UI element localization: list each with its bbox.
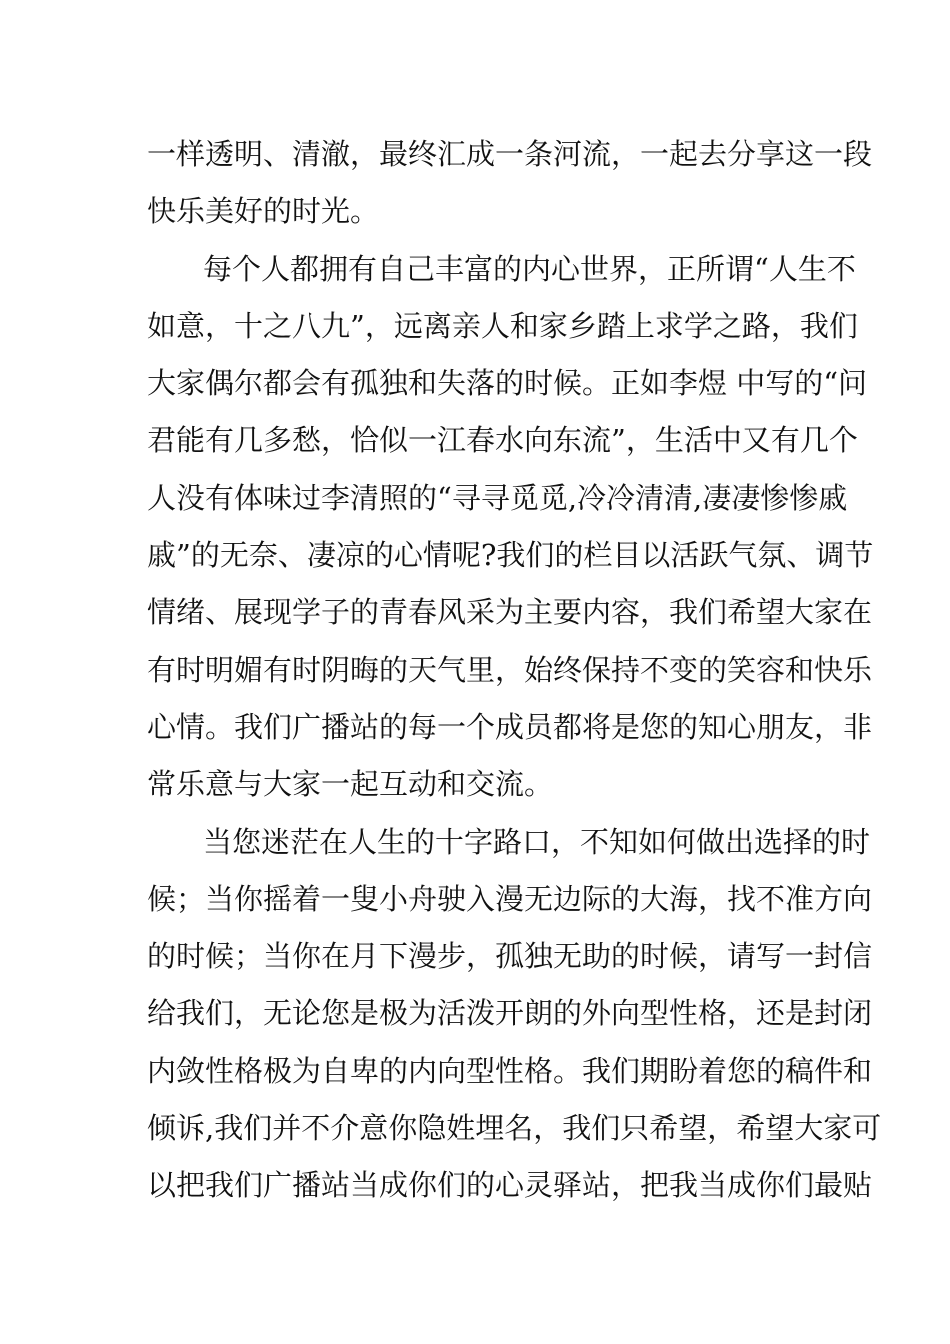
text-line: 一样透明、清澈，最终汇成一条河流，一起去分享这一段 — [147, 137, 873, 171]
text-line: 情绪、展现学子的青春风采为主要内容，我们希望大家在 — [147, 595, 873, 630]
text-line: 如意，十之八九”，远离亲人和家乡踏上求学之路，我们 — [147, 308, 858, 343]
text-line: 内敛性格极为自卑的内向型性格。我们期盼着您的稿件和 — [147, 1053, 873, 1088]
paragraph-first-line: 每个人都拥有自己丰富的内心世界，正所谓“人生不 — [203, 251, 856, 286]
text-line: 大家偶尔都会有孤独和失落的时候。正如李煜 中写的“问 — [147, 366, 868, 401]
text-line: 君能有几多愁，恰似一江春水向东流”，生活中又有几个 — [147, 423, 858, 458]
text-line: 心情。我们广播站的每一个成员都将是您的知心朋友，非 — [147, 709, 873, 744]
text-line: 给我们，无论您是极为活泼开朗的外向型性格，还是封闭 — [147, 996, 873, 1031]
text-line: 快乐美好的时光。 — [147, 194, 380, 229]
text-line: 有时明媚有时阴晦的天气里，始终保持不变的笑容和快乐 — [147, 652, 873, 687]
text-line: 的时候；当你在月下漫步，孤独无助的时候，请写一封信 — [147, 939, 873, 974]
text-line: 人没有体味过李清照的“寻寻觅觅,冷冷清清,凄凄惨惨戚 — [147, 480, 848, 515]
text-line: 常乐意与大家一起互动和交流。 — [147, 767, 554, 802]
paragraph-first-line: 当您迷茫在人生的十字路口，不知如何做出选择的时 — [203, 824, 871, 859]
text-line: 以把我们广播站当成你们的心灵驿站，把我当成你们最贴 — [147, 1168, 873, 1203]
text-line: 候；当你摇着一叟小舟驶入漫无边际的大海，找不准方向 — [147, 881, 873, 916]
body-text — [147, 126, 882, 1215]
text-line: 戚”的无奈、凄凉的心情呢?我们的栏目以活跃气氛、调节 — [147, 538, 874, 573]
text-line: 倾诉,我们并不介意你隐姓埋名，我们只希望，希望大家可 — [147, 1111, 882, 1146]
